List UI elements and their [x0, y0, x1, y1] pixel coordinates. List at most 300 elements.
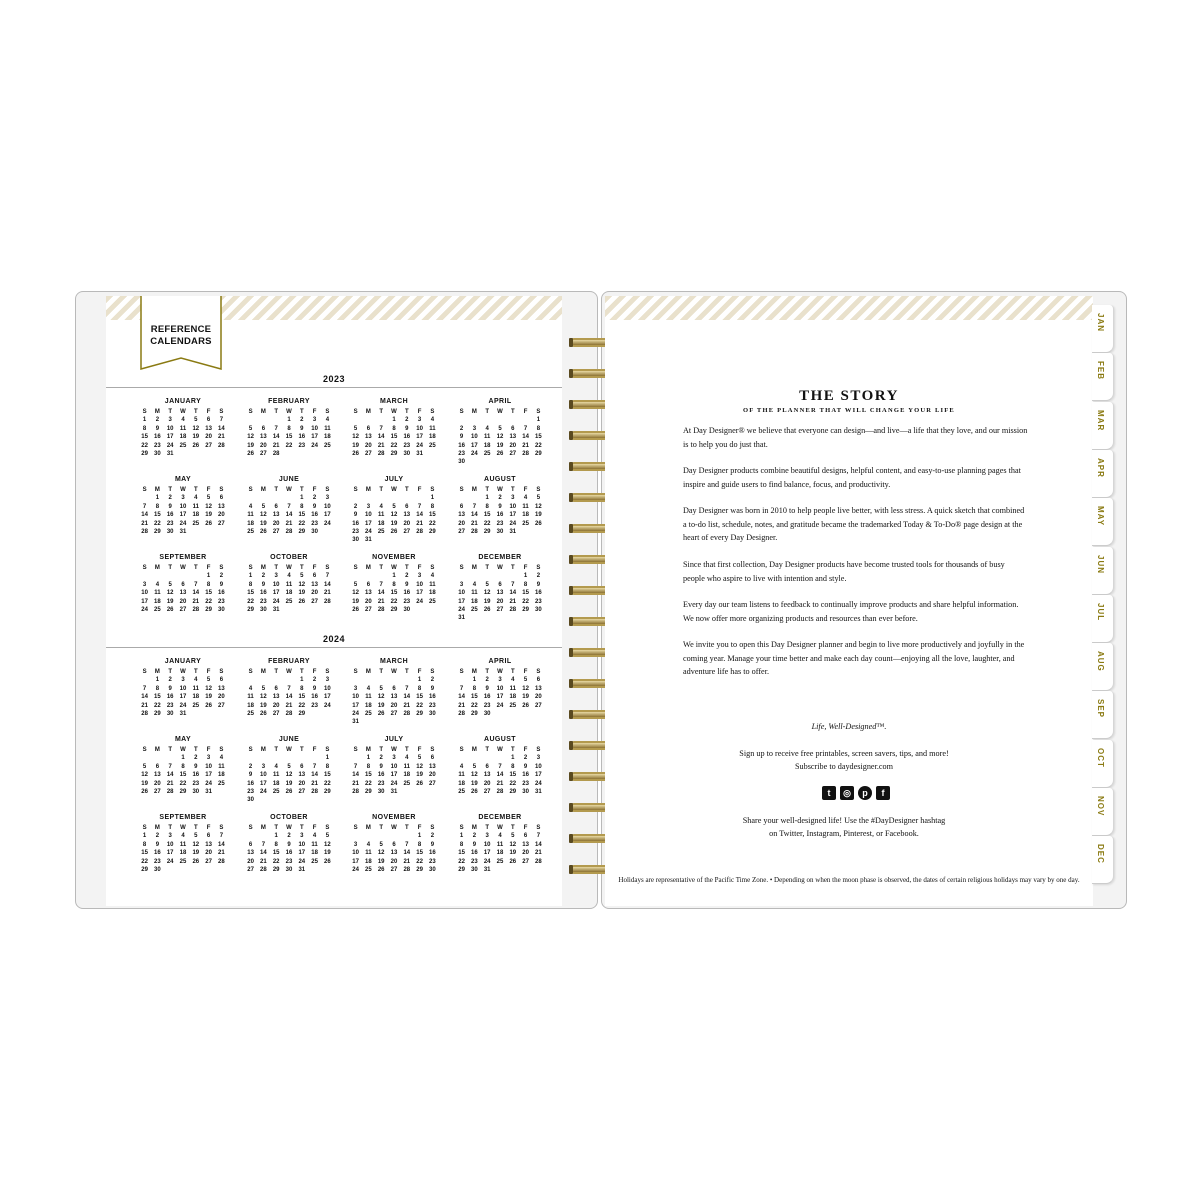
- day-number: 1: [155, 677, 160, 684]
- tab-label: MAY: [1096, 506, 1105, 527]
- day-number: 27: [483, 788, 491, 795]
- day-number: 22: [390, 598, 398, 605]
- day-number: 19: [496, 442, 504, 449]
- day-number: 9: [287, 841, 291, 848]
- day-number: 11: [496, 841, 504, 848]
- weekday-label: T: [404, 409, 409, 415]
- day-number: 6: [430, 755, 435, 762]
- day-number: 9: [219, 581, 224, 588]
- day-number: 13: [260, 434, 267, 441]
- day-number: 8: [485, 503, 489, 510]
- day-number: 2: [155, 833, 160, 840]
- day-number: 12: [483, 590, 491, 597]
- day-number: 10: [416, 425, 423, 432]
- day-number: 6: [511, 425, 515, 432]
- day-number: 23: [403, 598, 411, 605]
- day-number: 4: [248, 685, 253, 692]
- weekday-label: S: [459, 825, 464, 831]
- day-number: 27: [535, 702, 542, 709]
- day-number: 3: [181, 677, 185, 684]
- day-number: 22: [509, 780, 517, 787]
- day-number: 3: [300, 833, 304, 840]
- month-name: AUGUST: [484, 736, 516, 743]
- day-number: 10: [365, 512, 372, 519]
- day-number: 24: [458, 606, 465, 613]
- day-number: 1: [523, 573, 528, 580]
- day-number: 16: [247, 780, 254, 787]
- day-number: 6: [392, 841, 396, 848]
- day-number: 15: [154, 512, 161, 519]
- day-number: 7: [472, 503, 477, 510]
- empty-day: [400, 832, 413, 840]
- day-number: 10: [311, 425, 318, 432]
- day-number: 15: [471, 694, 478, 701]
- day-number: 30: [429, 866, 436, 873]
- empty-day: [244, 754, 257, 762]
- day-number: 8: [287, 425, 291, 432]
- tab-label: NOV: [1096, 796, 1105, 817]
- instagram-icon[interactable]: ◎: [840, 786, 854, 800]
- day-number: 4: [219, 755, 224, 762]
- empty-day: [177, 572, 190, 580]
- day-number: 4: [379, 503, 383, 510]
- weekday-label: W: [286, 825, 292, 831]
- day-number: 28: [192, 606, 200, 613]
- day-number: 5: [379, 841, 383, 848]
- day-number: 6: [459, 503, 464, 510]
- twitter-icon[interactable]: t: [822, 786, 836, 800]
- day-number: 5: [168, 581, 172, 588]
- weekday-label: S: [353, 825, 358, 831]
- month-calendar: [137, 554, 229, 614]
- weekday-label: M: [154, 409, 160, 415]
- day-number: 21: [141, 520, 148, 527]
- day-number: 25: [247, 528, 254, 535]
- day-number: 16: [166, 512, 174, 519]
- day-number: 2: [485, 677, 489, 684]
- empty-day: [388, 676, 401, 684]
- empty-day: [189, 572, 202, 580]
- day-number: 12: [205, 685, 212, 692]
- weekday-label: T: [485, 409, 490, 415]
- day-number: 8: [366, 763, 371, 770]
- day-number: 23: [522, 780, 529, 787]
- day-number: 16: [166, 694, 174, 701]
- weekday-label: W: [286, 747, 292, 753]
- weekday-label: W: [180, 565, 186, 571]
- day-number: 15: [272, 850, 280, 857]
- day-number: 6: [498, 581, 502, 588]
- day-number: 4: [194, 677, 198, 684]
- weekday-label: M: [260, 487, 266, 493]
- month-name: OCTOBER: [270, 814, 308, 821]
- day-number: 4: [459, 763, 464, 770]
- weekday-label: M: [365, 487, 371, 493]
- empty-day: [455, 494, 468, 502]
- day-number: 28: [272, 450, 280, 457]
- day-number: 26: [352, 450, 359, 457]
- weekday-label: T: [404, 565, 409, 571]
- day-number: 15: [285, 434, 293, 441]
- day-number: 3: [168, 417, 172, 424]
- day-number: 16: [496, 512, 504, 519]
- day-number: 3: [168, 833, 172, 840]
- day-number: 11: [311, 841, 318, 848]
- signup-text: Sign up to receive free printables, screen savers, tips, and more!: [739, 749, 949, 758]
- day-number: 15: [416, 850, 423, 857]
- day-number: 23: [311, 520, 318, 527]
- subscribe-link[interactable]: Subscribe to daydesigner.com: [794, 762, 893, 771]
- day-number: 29: [416, 866, 423, 873]
- day-number: 25: [179, 442, 187, 449]
- month-calendar: [348, 658, 440, 727]
- weekday-label: F: [417, 565, 422, 571]
- day-number: 4: [155, 581, 160, 588]
- day-number: 1: [287, 417, 291, 424]
- day-number: 10: [272, 581, 280, 588]
- day-number: 28: [403, 866, 411, 873]
- day-number: 19: [377, 858, 385, 865]
- day-number: 21: [377, 598, 385, 605]
- day-number: 14: [471, 512, 478, 519]
- month-tab-nov[interactable]: [1092, 788, 1114, 836]
- day-number: 10: [483, 841, 491, 848]
- day-number: 7: [379, 425, 383, 432]
- day-number: 28: [218, 858, 225, 865]
- day-number: 21: [458, 702, 465, 709]
- day-number: 20: [429, 772, 436, 779]
- weekday-label: S: [430, 747, 435, 753]
- day-number: 23: [377, 780, 385, 787]
- day-number: 17: [352, 858, 359, 865]
- day-number: 8: [523, 581, 528, 588]
- day-number: 28: [166, 788, 174, 795]
- day-number: 24: [509, 520, 517, 527]
- day-number: 29: [483, 528, 491, 535]
- weekday-label: M: [154, 487, 160, 493]
- empty-day: [270, 676, 283, 684]
- story-paragraph: Day Designer products combine beautiful designs, helpful content, and easy-to-use planning pages that inspire and guide users to find balance, focus, and productivity.: [683, 466, 1021, 489]
- day-number: 17: [179, 512, 187, 519]
- day-number: 10: [352, 850, 359, 857]
- story-paragraph: Every day our team listens to feedback to continually improve products and share helpful information. We now offer more organizing products and resources than ever before.: [683, 600, 1019, 623]
- day-number: 11: [192, 685, 199, 692]
- weekday-label: F: [312, 825, 317, 831]
- day-number: 22: [298, 702, 306, 709]
- day-number: 14: [352, 772, 359, 779]
- weekday-label: S: [536, 565, 541, 571]
- day-number: 13: [365, 434, 372, 441]
- weekday-label: S: [142, 669, 147, 675]
- day-number: 30: [218, 606, 225, 613]
- month-tab-dec[interactable]: [1092, 836, 1114, 884]
- day-number: 21: [352, 780, 359, 787]
- month-tab-oct[interactable]: [1092, 740, 1114, 788]
- day-number: 20: [179, 598, 187, 605]
- day-number: 18: [458, 780, 465, 787]
- day-number: 30: [403, 606, 411, 613]
- day-number: 1: [536, 417, 541, 424]
- day-number: 10: [416, 581, 423, 588]
- day-number: 24: [365, 528, 372, 535]
- empty-day: [468, 754, 481, 762]
- month-name: FEBRUARY: [268, 658, 310, 665]
- day-number: 17: [166, 850, 174, 857]
- month-name: JUNE: [278, 476, 300, 483]
- day-number: 21: [324, 590, 331, 597]
- day-number: 26: [260, 710, 267, 717]
- day-number: 21: [272, 442, 280, 449]
- day-number: 20: [247, 858, 254, 865]
- month-tab-feb[interactable]: [1092, 353, 1114, 401]
- day-number: 30: [154, 450, 161, 457]
- day-number: 1: [300, 495, 304, 502]
- day-number: 16: [311, 512, 318, 519]
- weekday-label: T: [193, 825, 198, 831]
- month-name: DECEMBER: [478, 814, 522, 821]
- day-number: 14: [141, 694, 148, 701]
- empty-day: [295, 754, 308, 762]
- empty-day: [494, 572, 507, 580]
- day-number: 6: [206, 417, 211, 424]
- day-number: 16: [260, 590, 267, 597]
- day-number: 10: [324, 685, 331, 692]
- day-number: 24: [166, 442, 174, 449]
- day-number: 4: [366, 841, 371, 848]
- empty-day: [362, 416, 375, 424]
- day-number: 2: [261, 573, 266, 580]
- day-number: 9: [405, 425, 409, 432]
- month-name: JULY: [384, 736, 404, 743]
- day-number: 16: [429, 850, 436, 857]
- day-number: 5: [261, 503, 266, 510]
- day-number: 17: [535, 772, 542, 779]
- day-number: 4: [181, 833, 185, 840]
- day-number: 15: [390, 434, 398, 441]
- day-number: 4: [248, 503, 253, 510]
- day-number: 4: [274, 763, 278, 770]
- day-number: 18: [247, 520, 254, 527]
- day-number: 15: [390, 590, 398, 597]
- day-number: 28: [403, 710, 411, 717]
- weekday-label: F: [206, 825, 211, 831]
- month-name: MARCH: [379, 658, 409, 665]
- day-number: 29: [458, 866, 465, 873]
- day-number: 7: [498, 763, 502, 770]
- story-page: [605, 296, 1093, 906]
- day-number: 22: [429, 520, 436, 527]
- day-number: 29: [154, 528, 161, 535]
- day-number: 4: [523, 495, 528, 502]
- month-tab-may[interactable]: [1092, 498, 1114, 546]
- day-number: 9: [430, 841, 435, 848]
- day-number: 3: [536, 755, 541, 762]
- month-name: DECEMBER: [478, 554, 522, 561]
- month-tab-jul[interactable]: [1092, 595, 1114, 643]
- day-number: 19: [285, 780, 293, 787]
- day-number: 18: [509, 694, 517, 701]
- month-tab-aug[interactable]: [1092, 643, 1114, 691]
- day-number: 8: [417, 841, 422, 848]
- weekday-label: T: [510, 487, 515, 493]
- day-number: 1: [417, 677, 422, 684]
- weekday-label: T: [404, 825, 409, 831]
- day-number: 27: [509, 450, 517, 457]
- day-number: 12: [247, 434, 254, 441]
- day-number: 16: [154, 434, 161, 441]
- day-number: 9: [312, 503, 317, 510]
- day-number: 8: [417, 685, 422, 692]
- day-number: 21: [192, 598, 200, 605]
- day-number: 31: [179, 528, 187, 535]
- day-number: 13: [205, 425, 212, 432]
- weekday-label: W: [391, 669, 397, 675]
- empty-day: [164, 754, 177, 762]
- day-number: 10: [352, 694, 359, 701]
- day-number: 8: [155, 503, 160, 510]
- day-number: 7: [536, 833, 541, 840]
- day-number: 17: [365, 520, 372, 527]
- weekday-label: F: [523, 747, 528, 753]
- day-number: 10: [179, 685, 187, 692]
- day-number: 5: [261, 685, 266, 692]
- day-number: 19: [166, 598, 174, 605]
- day-number: 9: [194, 763, 198, 770]
- weekday-label: T: [168, 409, 173, 415]
- day-number: 5: [325, 833, 330, 840]
- day-number: 17: [416, 590, 423, 597]
- day-number: 9: [405, 581, 409, 588]
- day-number: 4: [405, 755, 409, 762]
- weekday-label: T: [193, 565, 198, 571]
- day-number: 17: [352, 702, 359, 709]
- day-number: 21: [141, 702, 148, 709]
- day-number: 25: [403, 780, 411, 787]
- day-number: 26: [260, 528, 267, 535]
- day-number: 1: [366, 755, 371, 762]
- tab-label: DEC: [1096, 844, 1105, 865]
- day-number: 2: [498, 495, 502, 502]
- day-number: 19: [324, 850, 331, 857]
- month-calendar: [243, 814, 335, 874]
- day-number: 31: [535, 788, 542, 795]
- weekday-label: T: [274, 409, 279, 415]
- month-tab-apr[interactable]: [1092, 450, 1114, 498]
- day-number: 30: [154, 866, 161, 873]
- weekday-label: S: [459, 669, 464, 675]
- day-number: 23: [403, 442, 411, 449]
- day-number: 9: [353, 512, 358, 519]
- day-number: 1: [430, 495, 435, 502]
- day-number: 26: [509, 858, 517, 865]
- facebook-icon[interactable]: f: [876, 786, 890, 800]
- day-number: 25: [365, 710, 372, 717]
- empty-day: [455, 676, 468, 684]
- day-number: 22: [285, 442, 293, 449]
- day-number: 4: [485, 425, 489, 432]
- day-number: 19: [192, 434, 200, 441]
- day-number: 19: [483, 598, 491, 605]
- day-number: 9: [155, 841, 160, 848]
- day-number: 19: [535, 512, 542, 519]
- empty-day: [138, 494, 151, 502]
- day-number: 16: [352, 520, 359, 527]
- day-number: 24: [390, 780, 398, 787]
- day-number: 6: [219, 677, 224, 684]
- day-number: 27: [458, 528, 465, 535]
- day-number: 14: [166, 772, 174, 779]
- day-number: 23: [166, 520, 174, 527]
- story-paragraph: Since that first collection, Day Designer products have become trusted tools for thousands of busy people who aspire to live with intention and style.: [683, 560, 1005, 583]
- day-number: 18: [192, 512, 200, 519]
- day-number: 4: [430, 573, 435, 580]
- month-tab-mar[interactable]: [1092, 402, 1114, 450]
- empty-day: [506, 572, 519, 580]
- day-number: 8: [142, 841, 147, 848]
- day-number: 2: [155, 417, 160, 424]
- month-name: MARCH: [379, 398, 409, 405]
- pinterest-icon[interactable]: p: [858, 786, 872, 800]
- empty-day: [455, 572, 468, 580]
- day-number: 17: [458, 598, 465, 605]
- weekday-label: W: [497, 747, 503, 753]
- day-number: 10: [141, 590, 148, 597]
- day-number: 26: [141, 788, 148, 795]
- day-number: 25: [429, 598, 436, 605]
- day-number: 1: [472, 677, 477, 684]
- day-number: 2: [523, 755, 528, 762]
- day-number: 29: [272, 866, 280, 873]
- tab-label: FEB: [1096, 361, 1105, 381]
- weekday-label: F: [312, 487, 317, 493]
- day-number: 10: [496, 685, 504, 692]
- weekday-label: M: [471, 487, 477, 493]
- day-number: 23: [285, 858, 293, 865]
- day-number: 9: [379, 763, 383, 770]
- weekday-label: W: [391, 747, 397, 753]
- day-number: 9: [523, 763, 528, 770]
- day-number: 11: [273, 772, 280, 779]
- day-number: 21: [496, 780, 504, 787]
- day-number: 3: [181, 495, 185, 502]
- day-number: 29: [416, 710, 423, 717]
- day-number: 29: [141, 450, 148, 457]
- day-number: 18: [311, 850, 318, 857]
- day-number: 20: [218, 694, 225, 701]
- day-number: 29: [154, 710, 161, 717]
- month-tab-sep[interactable]: [1092, 691, 1114, 739]
- day-number: 27: [390, 866, 398, 873]
- day-number: 14: [192, 590, 200, 597]
- day-number: 13: [154, 772, 161, 779]
- empty-day: [362, 832, 375, 840]
- day-number: 29: [247, 606, 254, 613]
- day-number: 10: [166, 425, 174, 432]
- month-calendar: [348, 736, 440, 796]
- day-number: 18: [429, 434, 436, 441]
- day-number: 13: [218, 685, 225, 692]
- day-number: 19: [390, 520, 398, 527]
- month-tab-jun[interactable]: [1092, 547, 1114, 595]
- day-number: 7: [405, 685, 409, 692]
- day-number: 2: [353, 503, 358, 510]
- weekday-label: M: [260, 669, 266, 675]
- day-number: 4: [472, 581, 477, 588]
- day-number: 27: [218, 520, 225, 527]
- month-tab-jan[interactable]: [1092, 305, 1114, 353]
- day-number: 1: [142, 417, 147, 424]
- day-number: 29: [390, 606, 398, 613]
